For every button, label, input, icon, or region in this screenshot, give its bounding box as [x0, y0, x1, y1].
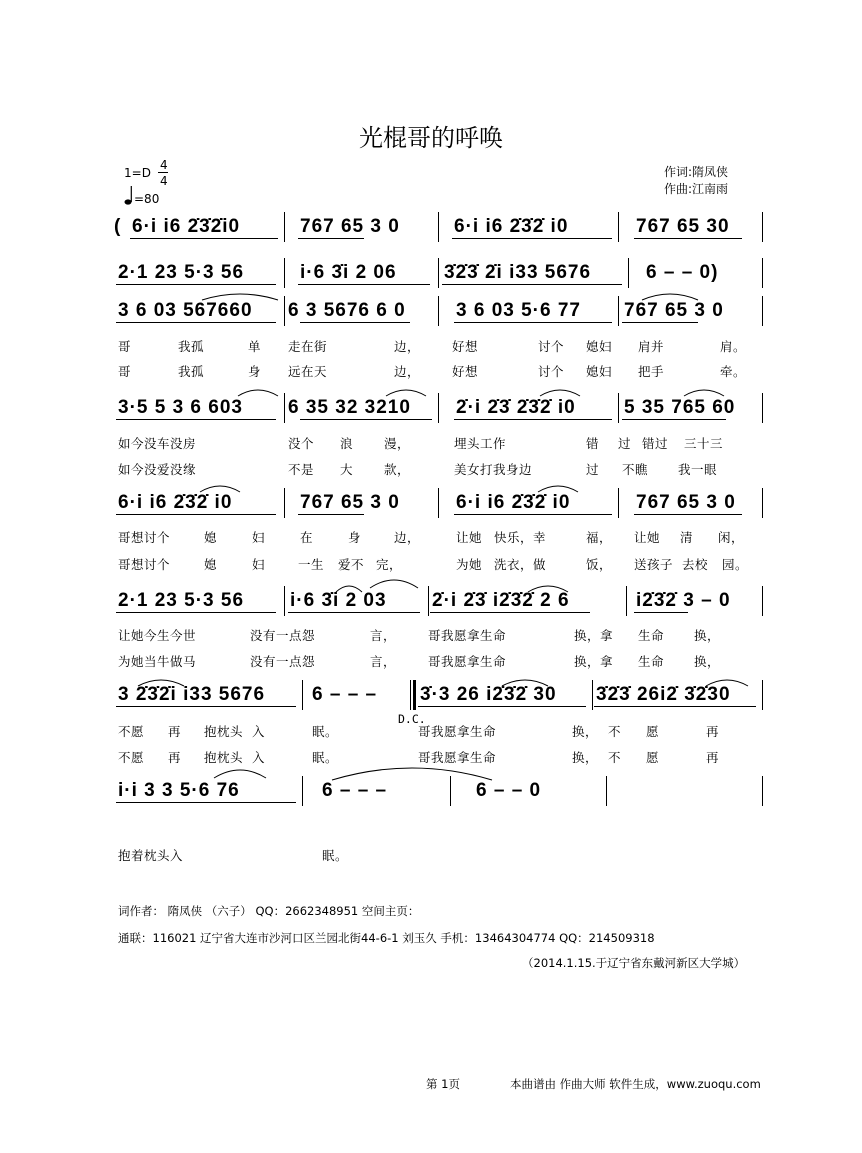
measure-4: 767 65 30 — [636, 216, 730, 237]
measure-20: 767 65 3 0 — [636, 492, 736, 513]
barline — [302, 680, 303, 710]
barline — [762, 680, 763, 710]
dc-marking: D.C. — [398, 712, 426, 726]
measure-23: 2̇·i 2̇3̇ i2̇3̇2̇ 2 6 — [432, 590, 570, 611]
barline — [428, 586, 429, 616]
barline — [606, 776, 607, 806]
page-title: 光棍哥的呼唤 — [359, 124, 503, 152]
barline — [284, 258, 285, 288]
measure-15: 2̇·i 2̇3̇ 2̇3̇2̇ i0 — [456, 397, 576, 418]
barline — [762, 258, 763, 288]
measure-9: 3 6 03 567660 — [118, 300, 253, 321]
underline-beam — [634, 612, 688, 613]
barline — [762, 776, 763, 806]
software-credit: 本曲谱由 作曲大师 软件生成，www.zuoqu.com — [510, 1077, 761, 1091]
underline-beam — [116, 322, 276, 323]
slur — [704, 676, 750, 688]
barline — [762, 586, 763, 616]
underline-beam — [116, 802, 296, 803]
underline-beam — [454, 514, 612, 515]
underline-beam — [454, 322, 612, 323]
barline — [438, 393, 439, 423]
barline — [302, 776, 303, 806]
underline-beam — [430, 612, 590, 613]
measure-21: 2·1 23 5·3 56 — [118, 590, 245, 611]
slur — [200, 290, 280, 302]
underline-beam — [442, 284, 622, 285]
slur — [682, 386, 726, 398]
barline-double-thin — [410, 680, 411, 710]
barline — [626, 586, 627, 616]
underline-beam — [622, 419, 726, 420]
underline-beam — [298, 284, 430, 285]
barline — [592, 680, 593, 710]
lyric-line: 抱着枕头入 眠。 — [118, 848, 349, 863]
barline — [762, 393, 763, 423]
slur — [500, 676, 550, 688]
slur — [526, 582, 570, 594]
tie — [330, 764, 494, 782]
underline-beam — [300, 322, 410, 323]
slur — [640, 290, 700, 302]
lyric-line: 哥 我孤 单 走在街 边， 好想 讨个 媳妇 肩并 肩。 — [118, 339, 747, 354]
measure-30: 6 – – – — [322, 780, 388, 801]
time-signature-top: 4 — [160, 158, 168, 172]
underline-beam — [594, 706, 756, 707]
measure-10: 6 3 5676 6 0 — [288, 300, 406, 321]
measure-29: i·i 3 3 5·6 76 — [118, 780, 240, 801]
barline — [762, 488, 763, 518]
slur — [384, 386, 428, 398]
underline-beam — [116, 706, 296, 707]
composer-credit: 作曲:江南雨 — [664, 182, 729, 196]
lyric-line: 为她当牛做马 没有一点怨 言， 哥我愿拿生命 换，拿 生命 换， — [118, 654, 721, 669]
barline — [284, 586, 285, 616]
paren-open: ( — [114, 216, 122, 237]
measure-22: i·6 3̇i 2 03 — [290, 590, 387, 611]
slur — [538, 386, 582, 398]
measure-19: 6·i i6 2̇3̇2̇ i0 — [456, 492, 571, 513]
underline-beam — [454, 419, 612, 420]
measure-18: 767 65 3 0 — [300, 492, 400, 513]
lyric-line: 哥想讨个 媳 妇 在 身 边， 让她 快乐，幸 福， 让她 清 闲， — [118, 530, 745, 545]
lyric-line: 哥想讨个 媳 妇 一生 爱不 完， 为她 洗衣，做 饭， 送孩子 去校 园。 — [118, 557, 749, 572]
measure-6: i·6 3̇i 2 06 — [300, 262, 397, 283]
lyric-line: 哥 我孤 身 远在天 边， 好想 讨个 媳妇 把手 牵。 — [118, 364, 747, 379]
slur — [334, 582, 364, 594]
barline — [284, 488, 285, 518]
slur — [236, 386, 280, 398]
underline-beam — [116, 419, 276, 420]
underline-beam — [298, 238, 364, 239]
underline-beam — [622, 322, 698, 323]
barline — [618, 212, 619, 242]
measure-5: 2·1 23 5·3 56 — [118, 262, 245, 283]
measure-31: 6 – – 0 — [476, 780, 542, 801]
barline — [762, 212, 763, 242]
underline-beam — [452, 238, 612, 239]
barline — [618, 488, 619, 518]
measure-13: 3·5 5 3 6 603 — [118, 397, 243, 418]
measure-17: 6·i i6 2̇3̇2̇ i0 — [118, 492, 233, 513]
underline-beam — [116, 514, 276, 515]
measure-12: 767 65 3 0 — [624, 300, 724, 321]
lyric-line: 不愿 再 抱枕头 入 眠。 哥我愿拿生命 换， 不 愿 再 — [118, 724, 720, 739]
key-signature: 1=D — [124, 166, 151, 180]
slur — [368, 576, 420, 590]
slur — [198, 482, 242, 494]
slur — [536, 482, 580, 494]
barline — [284, 393, 285, 423]
barline — [284, 296, 285, 326]
page-number: 第 1页 — [426, 1077, 460, 1091]
measure-11: 3 6 03 5·6 77 — [456, 300, 581, 321]
measure-25: 3 2̇3̇2̇i i33 5676 — [118, 684, 266, 705]
measure-24: i2̇3̇2̇ 3 – 0 — [636, 590, 731, 611]
measure-3: 6·i i6 2̇3̇2̇ i0 — [454, 216, 569, 237]
underline-beam — [634, 238, 742, 239]
lyric-line: 让她今生今世 没有一点怨 言， 哥我愿拿生命 换，拿 生命 换， — [118, 628, 721, 643]
measure-2: 767 65 3 0 — [300, 216, 400, 237]
underline-beam — [300, 419, 432, 420]
measure-28: 3̇2̇3̇ 26i2̇ 3̇2̇30 — [596, 684, 731, 705]
time-signature-bottom: 4 — [160, 174, 168, 188]
barline — [438, 258, 439, 288]
barline — [618, 296, 619, 326]
slur — [136, 676, 186, 688]
author-info: 词作者： 隋凤侠 （六子） QQ：2662348951 空间主页： — [118, 904, 420, 918]
contact-info: 通联：116021 辽宁省大连市沙河口区兰园北街44-6-1 刘玉久 手机：13464304774 QQ：214509318 — [118, 931, 655, 945]
date-note: （2014.1.15.于辽宁省东戴河新区大学城） — [522, 956, 746, 970]
lyric-line: 不愿 再 抱枕头 入 眠。 哥我愿拿生命 换， 不 愿 再 — [118, 750, 720, 765]
time-signature-line — [158, 172, 168, 173]
measure-1: 6·i i6 2̇3̇2̇i0 — [132, 216, 241, 237]
lyricist-credit: 作词:隋凤侠 — [664, 165, 729, 179]
measure-8: 6 – – 0) — [646, 262, 719, 283]
measure-26: 6 – – – — [312, 684, 378, 705]
quarter-note-icon — [124, 184, 134, 206]
barline — [438, 488, 439, 518]
underline-beam — [298, 514, 364, 515]
barline — [628, 258, 629, 288]
barline — [438, 212, 439, 242]
underline-beam — [418, 706, 586, 707]
underline-beam — [116, 612, 276, 613]
lyric-line: 如今没车没房 没个 浪 漫， 埋头工作 错 过 错过 三十三 — [118, 436, 724, 451]
measure-7: 3̇2̇3̇ 2̇i i33 5676 — [444, 262, 592, 283]
underline-beam — [288, 612, 420, 613]
barline-double-thick — [413, 680, 416, 710]
tempo-marking: =80 — [134, 192, 160, 206]
barline — [762, 296, 763, 326]
barline — [618, 393, 619, 423]
lyric-line: 如今没爱没缘 不是 大 款， 美女打我身边 过 不瞧 我一眼 — [118, 462, 718, 477]
slur — [212, 766, 268, 780]
underline-beam — [116, 284, 276, 285]
underline-beam — [634, 514, 742, 515]
measure-27: 3̇·3 26 i2̇3̇2̇ 30 — [420, 684, 557, 705]
measure-16: 5 35 765 60 — [624, 397, 736, 418]
underline-beam — [130, 238, 278, 239]
barline — [284, 212, 285, 242]
barline — [438, 296, 439, 326]
measure-14: 6 35 32 3210 — [288, 397, 411, 418]
